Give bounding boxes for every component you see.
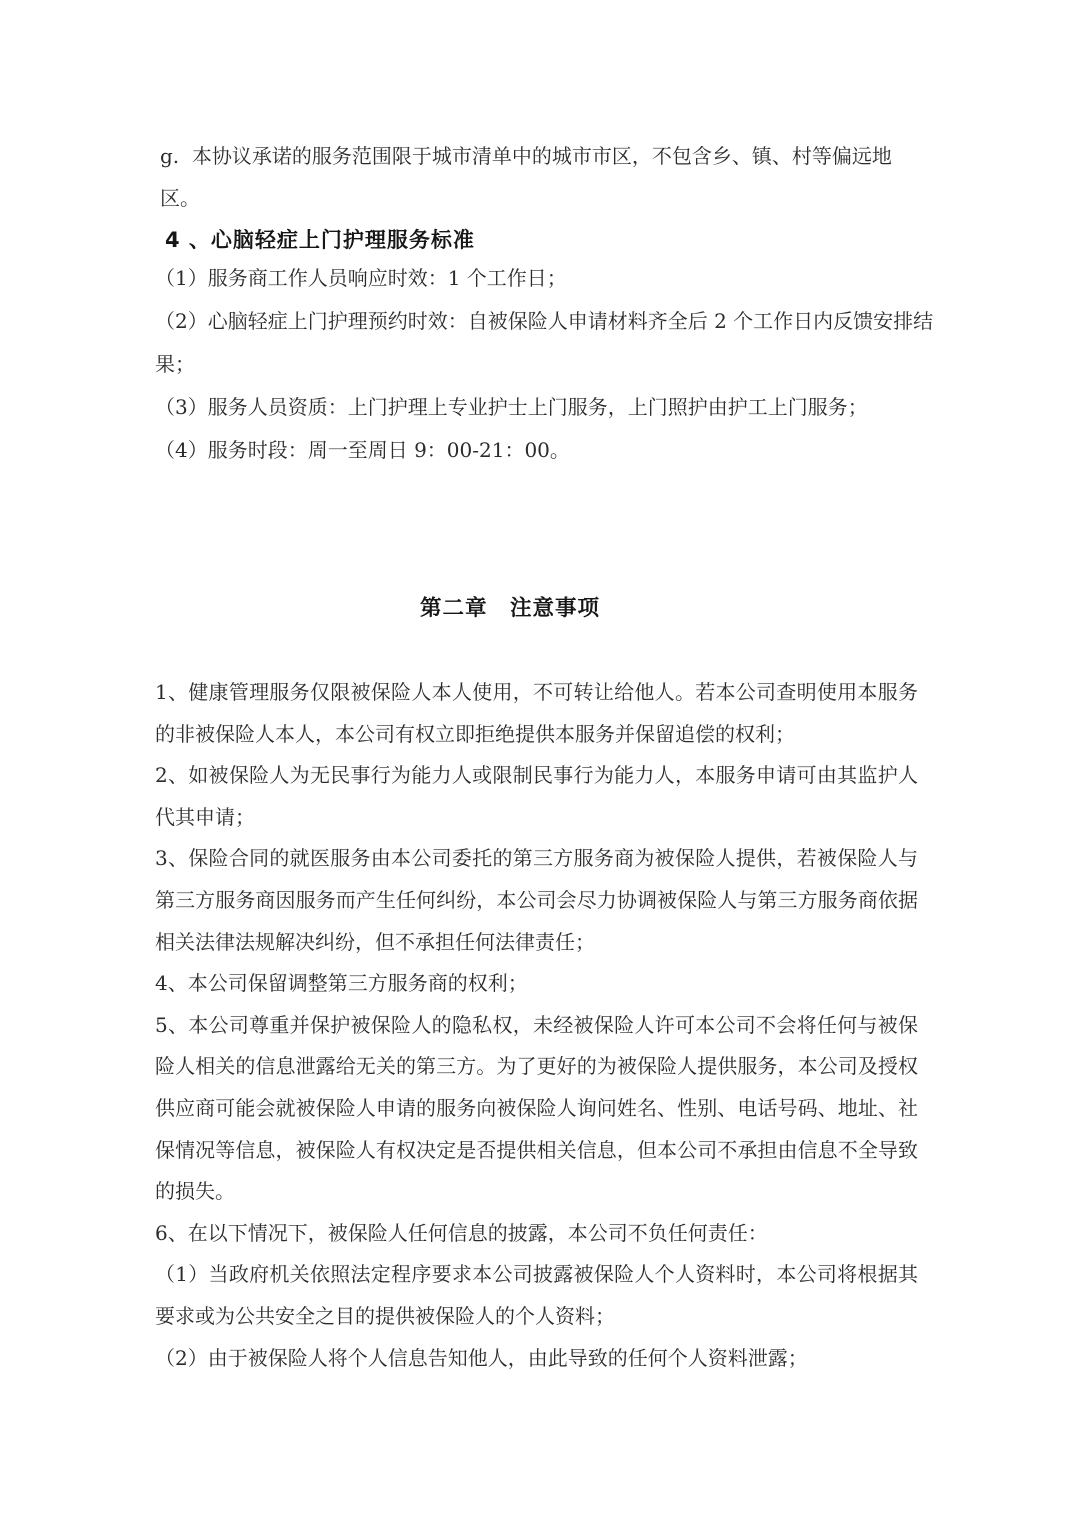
chapter2-heading: 第二章 注意事项	[419, 596, 600, 621]
notice-paragraph-4: 4、本公司保留调整第三方服务商的权利；	[155, 971, 528, 996]
notice-paragraph-3: 3、保险合同的就医服务由本公司委托的第三方服务商为被保险人提供，若被保险人与第三方服务商因服务而产生任何纠纷，本公司会尽力协调被保险人与第三方服务商依据相关法律法规解决纠纷，但不承担任何法律责任；	[155, 846, 918, 954]
service-standard-item-2: （2）心脑轻症上门护理预约时效：自被保险人申请材料齐全后 2 个工作日内反馈安排结果；	[155, 309, 934, 376]
notice-subitem-1: （1）当政府机关依照法定程序要求本公司披露被保险人个人资料时，本公司将根据其要求或为公共安全之目的提供被保险人的个人资料；	[155, 1262, 918, 1328]
notice-paragraph-2: 2、如被保险人为无民事行为能力人或限制民事行为能力人，本服务申请可由其监护人代其申请；	[155, 763, 918, 829]
service-standard-item-1: （1）服务商工作人员响应时效：1 个工作日；	[155, 266, 567, 290]
clause-g-text: g. 本协议承诺的服务范围限于城市清单中的城市市区，不包含乡、镇、村等偏远地区。	[160, 144, 892, 210]
service-standard-item-4: （4）服务时段：周一至周日 9：00-21：00。	[155, 438, 570, 462]
section4-heading: 4 、心脑轻症上门护理服务标准	[165, 228, 475, 252]
notice-paragraph-5: 5、本公司尊重并保护被保险人的隐私权，未经被保险人许可本公司不会将任何与被保险人相关的信息泄露给无关的第三方。为了更好的为被保险人提供服务，本公司及授权供应商可能会就被保险人申请的服务向被保险人询问姓名、性别、电话号码、地址、社保情况等信息，被保险人有权决定是否提供相关信息，但本公司不承担由信息不全导致的损失。	[155, 1012, 918, 1204]
chapter2-paragraphs	[155, 672, 918, 1379]
service-standard-item-3: （3）服务人员资质：上门护理上专业护士上门服务，上门照护由护工上门服务；	[155, 395, 868, 419]
notice-paragraph-1: 1、健康管理服务仅限被保险人本人使用，不可转让给他人。若本公司查明使用本服务的非被保险人本人，本公司有权立即拒绝提供本服务并保留追偿的权利；	[155, 680, 918, 746]
section4-items	[155, 257, 945, 472]
notice-subitem-2: （2）由于被保险人将个人信息告知他人，由此导致的任何个人资料泄露；	[155, 1345, 808, 1370]
notice-paragraph-6: 6、在以下情况下，被保险人任何信息的披露，本公司不负任何责任：	[155, 1220, 768, 1245]
